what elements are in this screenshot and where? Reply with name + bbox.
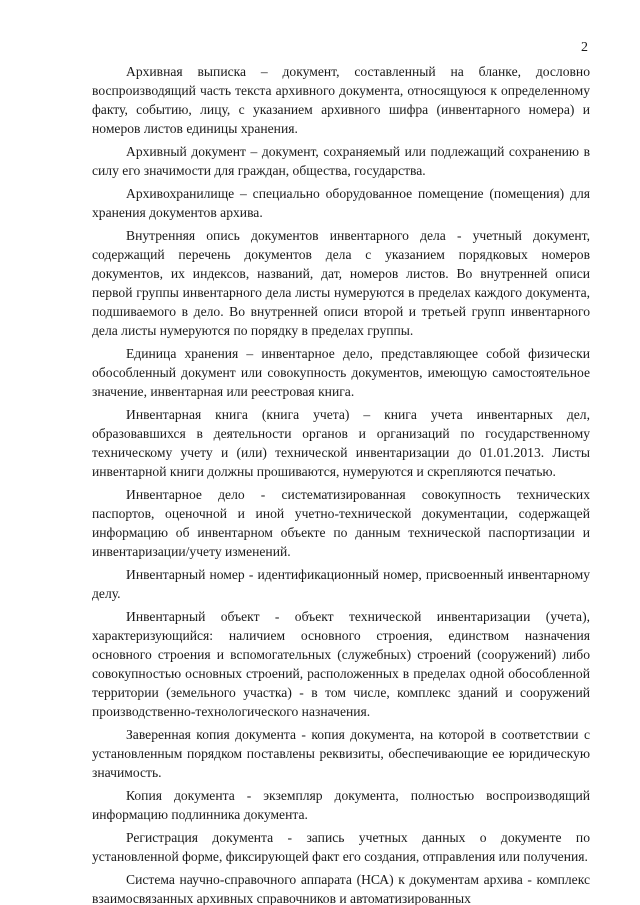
paragraph-reference-system: Система научно-справочного аппарата (НСА) к документам архива - комплекс взаимосвязанных архивных справочников и автоматизированных — [92, 872, 590, 905]
paragraph-inventory-object: Инвентарный объект - объект технической инвентаризации (учета), характеризующийся: наличием основного строения, единством назначения основного строения и вспомогательных (служебных) строений (сооружений) либо совокупностью основных строений, расположенных в пределах одной обособленной территории (земельного участка) - в том числе, комплекс зданий и сооружений производственно-технологического назначения. — [92, 609, 590, 719]
paragraph-document-copy: Копия документа - экземпляр документа, полностью воспроизводящий информацию подлинника документа. — [92, 788, 590, 822]
paragraph-document-registration: Регистрация документа - запись учетных данных о документе по установленной форме, фиксирующей факт его создания, отправления или получения. — [92, 830, 590, 864]
paragraph-storage-unit: Единица хранения – инвентарное дело, представляющее собой физически обособленный документ или совокупность документов, имеющую самостоятельное значение, инвентарная или реестровая книга. — [92, 346, 590, 399]
paragraph-archival-extract: Архивная выписка – документ, составленный на бланке, дословно воспроизводящий часть текста архивного документа, относящуюся к определенному факту, событию, лицу, с указанием архивного шифра (инвентарного номера) и номеров листов единицы хранения. — [92, 64, 590, 136]
paragraph-internal-inventory: Внутренняя опись документов инвентарного дела - учетный документ, содержащий перечень документов дела с указанием порядковых номеров документов, их индексов, названий, дат, номеров листов. Во внутренней описи первой группы инвентарного дела листы нумеруются в пределах каждого документа, подшиваемого в дело. Во внутренней описи второй и третьей групп инвентарного дела листы нумеруются по порядку в пределах группы. — [92, 228, 590, 338]
page-number: 2 — [581, 40, 588, 55]
paragraph-inventory-book: Инвентарная книга (книга учета) – книга учета инвентарных дел, образовавшихся в деятельности органов и организаций по государственному техническому учету и (или) технической инвентаризации до 01.01.2013. Листы инвентарной книги должны прошиваются, нумеруются и скрепляются печатью. — [92, 407, 590, 479]
document-body — [92, 62, 590, 905]
paragraph-certified-copy: Заверенная копия документа - копия документа, на которой в соответствии с установленным порядком поставлены реквизиты, обеспечивающие ее юридическую значимость. — [92, 727, 590, 780]
paragraph-archive-storage: Архивохранилище – специально оборудованное помещение (помещения) для хранения документов архива. — [92, 186, 590, 220]
paragraph-inventory-case: Инвентарное дело - систематизированная совокупность технических паспортов, оценочной и иной учетно-технической документации, содержащей информацию об инвентарном объекте по данным технической паспортизации и инвентаризации/учету изменений. — [92, 487, 590, 559]
paragraph-inventory-number: Инвентарный номер - идентификационный номер, присвоенный инвентарному делу. — [92, 567, 590, 601]
paragraph-archival-document: Архивный документ – документ, сохраняемый или подлежащий сохранению в силу его значимости для граждан, общества, государства. — [92, 144, 590, 178]
